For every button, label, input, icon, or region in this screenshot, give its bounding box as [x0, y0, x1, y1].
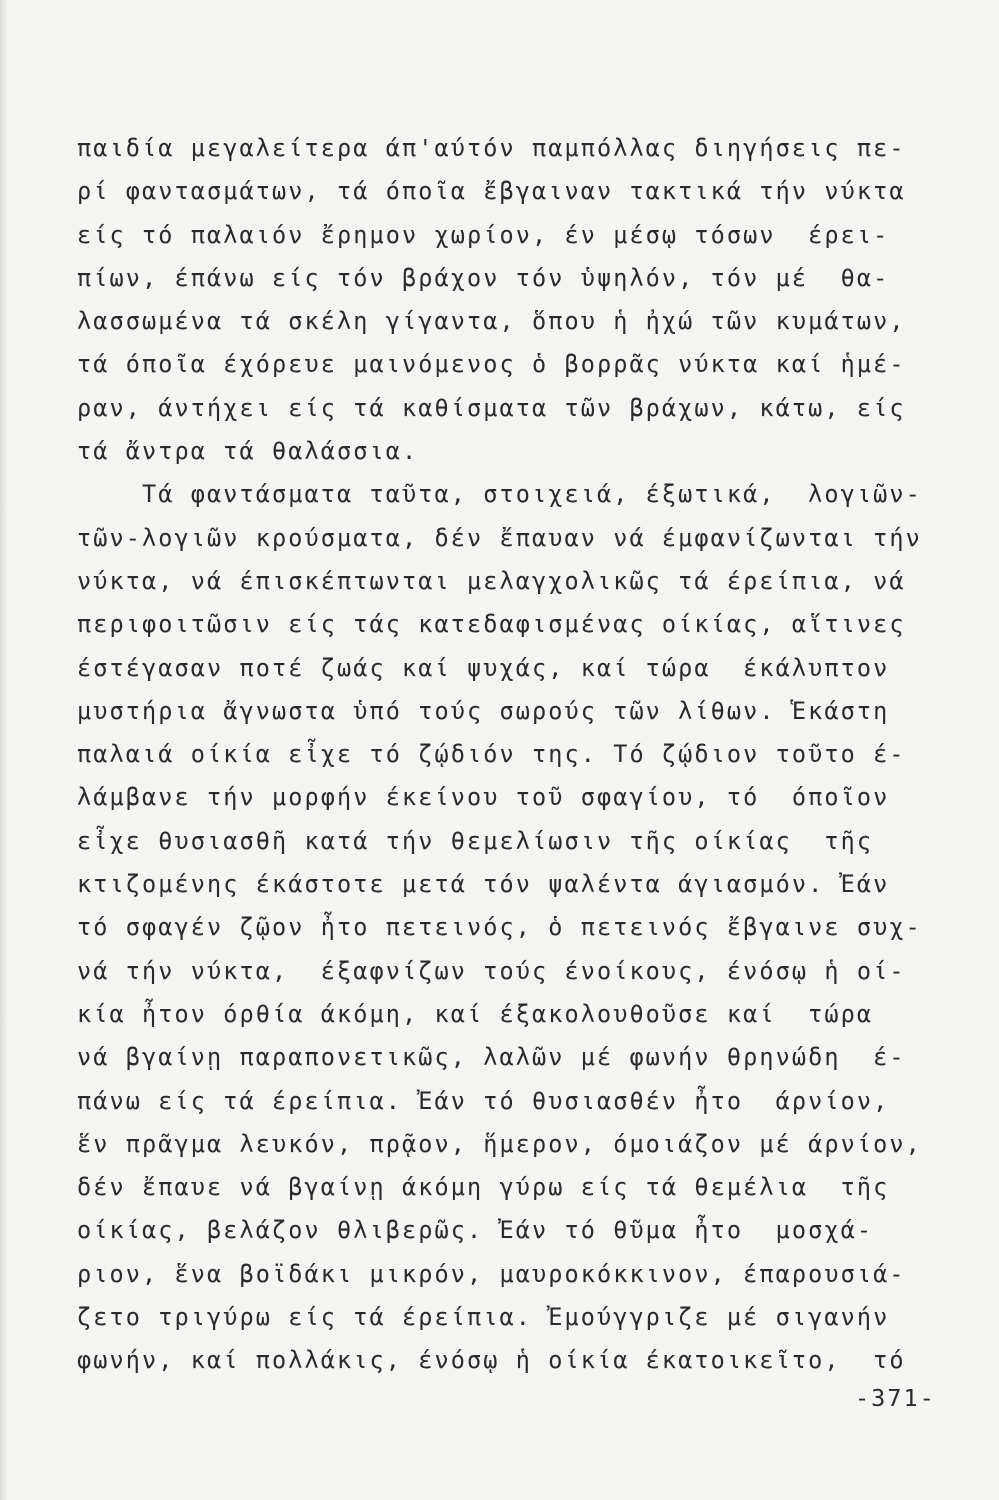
- text-line-4: πίων, έπάνω είς τόν βράχον τόν ὑψηλόν, τόν μέ θα-: [77, 263, 890, 292]
- text-line-9: Τά φαντάσματα ταῦτα, στοιχειά, έξωτικά, λογιῶν-: [77, 480, 922, 509]
- text-line-13: έστέγασαν ποτέ ζωάς καί ψυχάς, καί τώρα έκάλυπτον: [77, 653, 890, 682]
- text-line-21: κία ἦτον όρθία άκόμη, καί έξακολουθοῦσε καί τώρα: [77, 999, 874, 1028]
- text-line-17: εἶχε θυσιασθῆ κατά τήν θεμελίωσιν τῆς οίκίας τῆς: [77, 826, 874, 855]
- text-line-22: νά βγαίνῃ παραπονετικῶς, λαλῶν μέ φωνήν θρηνώδη έ-: [77, 1043, 906, 1072]
- text-line-14: μυστήρια ἄγνωστα ὑπό τούς σωρούς τῶν λίθων. Ἑκάστη: [77, 696, 890, 725]
- text-line-8: τά ἄντρα τά θαλάσσια.: [77, 437, 419, 466]
- text-line-2: ρί φαντασμάτων, τά όποῖα ἔβγαιναν τακτικά τήν νύκτα: [77, 177, 906, 206]
- page-edge-shadow: [0, 0, 8, 1500]
- text-line-20: νά τήν νύκτα, έξαφνίζων τούς ένοίκους, ένόσῳ ἡ οί-: [77, 956, 906, 985]
- text-line-25: δέν ἔπαυε νά βγαίνῃ άκόμη γύρω είς τά θεμέλια τῆς: [77, 1173, 890, 1202]
- body-text: [77, 127, 937, 1383]
- text-line-15: παλαιά οίκία εἶχε τό ζῴδιόν της. Τό ζῴδιον τοῦτο έ-: [77, 740, 906, 769]
- text-line-7: ραν, άντήχει είς τά καθίσματα τῶν βράχων, κάτω, είς: [77, 393, 906, 422]
- text-line-27: ριον, ἕνα βοϊδάκι μικρόν, μαυροκόκκινον, έπαρουσιά-: [77, 1259, 906, 1288]
- text-line-3: είς τό παλαιόν ἔρημον χωρίον, έν μέσῳ τόσων έρει-: [77, 220, 890, 249]
- text-line-29: φωνήν, καί πολλάκις, ένόσῳ ἡ οίκία έκατοικεῖτο, τό: [77, 1346, 906, 1375]
- text-line-16: λάμβανε τήν μορφήν έκείνου τοῦ σφαγίου, τό όποῖον: [77, 783, 890, 812]
- page-number: -371-: [855, 1384, 936, 1412]
- text-line-18: κτιζομένης έκάστοτε μετά τόν ψαλέντα άγιασμόν. Ἐάν: [77, 870, 890, 899]
- text-line-12: περιφοιτῶσιν είς τάς κατεδαφισμένας οίκίας, αἵτινες: [77, 610, 906, 639]
- text-line-19: τό σφαγέν ζῷον ἦτο πετεινός, ὁ πετεινός ἔβγαινε συχ-: [77, 913, 922, 942]
- text-line-11: νύκτα, νά έπισκέπτωνται μελαγχολικῶς τά έρείπια, νά: [77, 566, 906, 595]
- text-line-24: ἕν πρᾶγμα λευκόν, πρᾷον, ἥμερον, όμοιάζον μέ άρνίον,: [77, 1129, 922, 1158]
- text-line-26: οίκίας, βελάζον θλιβερῶς. Ἐάν τό θῦμα ἦτο μοσχά-: [77, 1216, 874, 1245]
- text-line-23: πάνω είς τά έρείπια. Ἐάν τό θυσιασθέν ἦτο άρνίον,: [77, 1086, 890, 1115]
- text-line-10: τῶν-λογιῶν κρούσματα, δέν ἔπαυαν νά έμφανίζωνται τήν: [77, 523, 922, 552]
- text-line-28: ζετο τριγύρω είς τά έρείπια. Ἐμούγγριζε μέ σιγανήν: [77, 1303, 890, 1332]
- text-line-5: λασσωμένα τά σκέλη γίγαντα, ὅπου ἡ ἠχώ τῶν κυμάτων,: [77, 307, 906, 336]
- text-line-6: τά όποῖα έχόρευε μαινόμενος ὁ βορρᾶς νύκτα καί ἡμέ-: [77, 350, 906, 379]
- text-line-1: παιδία μεγαλείτερα άπ'αύτόν παμπόλλας διηγήσεις πε-: [77, 134, 906, 162]
